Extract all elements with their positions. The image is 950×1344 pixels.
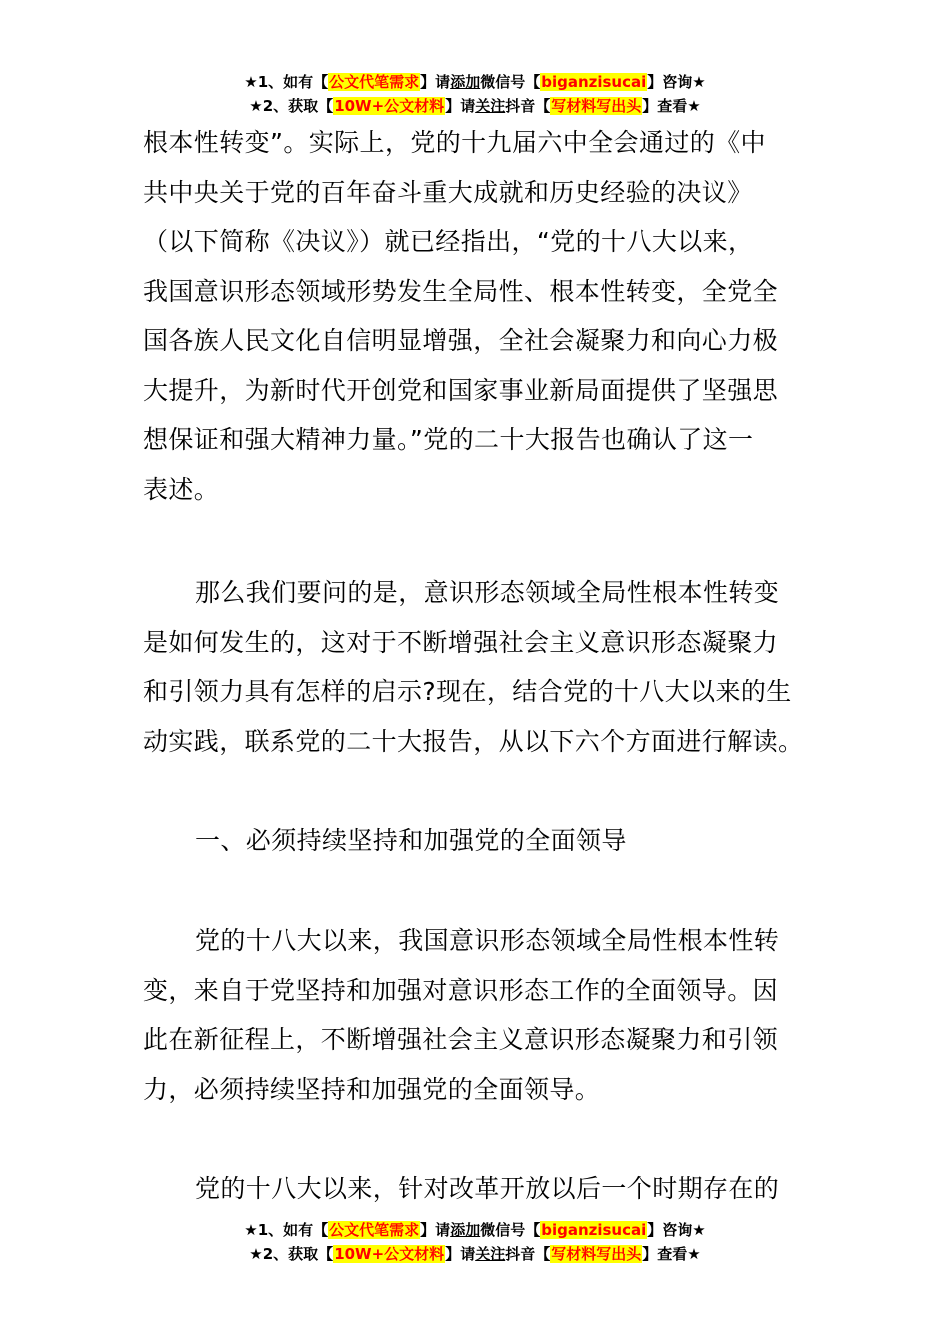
paragraph-line: 大提升，为新时代开创党和国家事业新局面提供了坚强思 <box>143 375 779 405</box>
paragraph-4 <box>143 1164 807 1214</box>
header-line-1-suffix: 】咨询★ <box>647 73 706 91</box>
footer-highlight-materials: 10W+公文材料 <box>334 1245 445 1263</box>
document-body-3 <box>143 916 807 1114</box>
paragraph-line: 想保证和强大精神力量。”党的二十大报告也确认了这一 <box>143 425 754 454</box>
footer-line-2-suffix: 】查看★ <box>642 1245 701 1263</box>
header-line-1 <box>0 70 950 94</box>
paragraph-line: 国各族人民文化自信明显增强，全社会凝聚力和向心力极 <box>143 326 779 355</box>
footer-highlight-service: 公文代笔需求 <box>329 1221 420 1239</box>
section-heading-1: 一、必须持续坚持和加强党的全面领导 <box>195 826 627 855</box>
paragraph-line: 动实践，联系党的二十大报告，从以下六个方面进行解读。 <box>143 726 804 756</box>
document-body-4 <box>143 1164 807 1214</box>
paragraph-line: 我国意识形态领域形势发生全局性、根本性转变，全党全 <box>143 276 779 306</box>
header-line-2-prefix: ★2、获取【 <box>249 97 334 115</box>
header-line-1-prefix: ★1、如有【 <box>244 73 329 91</box>
document-body-2 <box>143 568 807 766</box>
header-highlight-materials: 10W+公文材料 <box>334 97 445 115</box>
paragraph-1 <box>143 118 807 514</box>
paragraph-3 <box>143 916 807 1114</box>
header-highlight-wechat-id: biganzisucai <box>541 73 647 91</box>
header-line-2-suffix: 】查看★ <box>642 97 701 115</box>
footer-underline-follow: 关注 <box>475 1245 506 1263</box>
footer-line-2-mid1: 】请 <box>445 1245 476 1263</box>
paragraph-line: 此在新征程上，不断增强社会主义意识形态凝聚力和引领 <box>143 1025 779 1054</box>
paragraph-line: 表述。 <box>143 474 220 504</box>
footer-line-2-mid2: 抖音【 <box>505 1245 551 1263</box>
footer-line-2-prefix: ★2、获取【 <box>249 1245 334 1263</box>
paragraph-line: 力，必须持续坚持和加强党的全面领导。 <box>143 1074 601 1104</box>
header-line-2 <box>0 94 950 118</box>
header-line-1-mid2: 微信号【 <box>480 73 541 91</box>
footer-underline-add: 添加 <box>450 1221 481 1239</box>
paragraph-line: 共中央关于党的百年奋斗重大成就和历史经验的决议》 <box>143 177 753 207</box>
header-underline-follow: 关注 <box>475 97 506 115</box>
header-underline-add: 添加 <box>450 73 481 91</box>
footer-line-1 <box>0 1218 950 1242</box>
footer-banner <box>0 1218 950 1266</box>
footer-highlight-douyin-id: 写材料写出头 <box>551 1245 642 1263</box>
paragraph-line: 党的十八大以来，我国意识形态领域全局性根本性转 <box>195 926 780 955</box>
paragraph-line: 和引领力具有怎样的启示?现在，结合党的十八大以来的生 <box>143 677 792 706</box>
footer-line-1-mid2: 微信号【 <box>480 1221 541 1239</box>
footer-line-1-suffix: 】咨询★ <box>647 1221 706 1239</box>
footer-highlight-wechat-id: biganzisucai <box>541 1221 647 1239</box>
section-heading-block <box>143 816 807 866</box>
document-body <box>143 118 807 514</box>
paragraph-line: 是如何发生的，这对于不断增强社会主义意识形态凝聚力 <box>143 627 779 657</box>
header-banner <box>0 70 950 118</box>
paragraph-line: （以下简称《决议》）就已经指出，“党的十八大以来， <box>143 227 754 256</box>
paragraph-2 <box>143 568 807 766</box>
header-line-1-mid1: 】请 <box>420 73 451 91</box>
header-line-2-mid1: 】请 <box>445 97 476 115</box>
header-highlight-douyin-id: 写材料写出头 <box>551 97 642 115</box>
footer-line-2 <box>0 1242 950 1266</box>
paragraph-line: 根本性转变”。实际上，党的十九届六中全会通过的《中 <box>143 128 766 157</box>
header-highlight-service: 公文代笔需求 <box>329 73 420 91</box>
footer-line-1-mid1: 】请 <box>420 1221 451 1239</box>
footer-line-1-prefix: ★1、如有【 <box>244 1221 329 1239</box>
paragraph-line: 党的十八大以来，针对改革开放以后一个时期存在的 <box>195 1174 780 1203</box>
header-line-2-mid2: 抖音【 <box>505 97 551 115</box>
paragraph-line: 变，来自于党坚持和加强对意识形态工作的全面领导。因 <box>143 975 779 1005</box>
paragraph-line: 那么我们要问的是，意识形态领域全局性根本性转变 <box>195 578 780 607</box>
